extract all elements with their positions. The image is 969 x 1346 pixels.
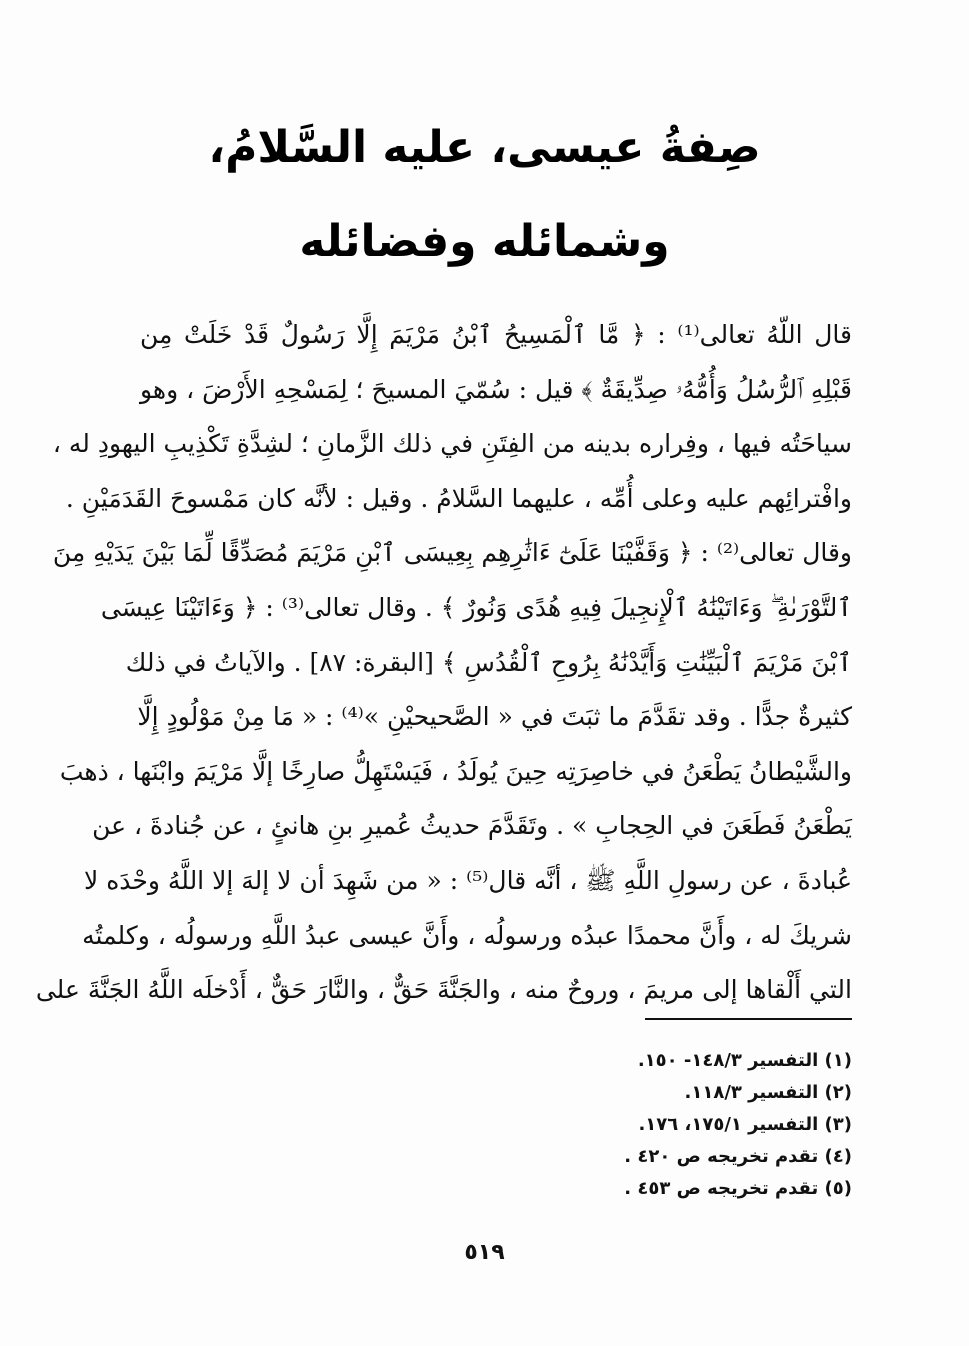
body-line: وقال تعالى⁽²⁾ : ﴿ وَقَفَّيْنَا عَلَىٰٓ ءَاثَٰرِهِم بِعِيسَى ٱبْنِ مَرْيَمَ مُصَدِّقًا لِّمَا بَيْنَ يَدَيْهِ مِنَ — [52, 538, 852, 568]
body-line: قَبْلِهِ ٱلرُّسُلُ وَأُمُّهُۥ صِدِّيقَةٌ ﴾ قيل : سُمّيَ المسيحَ ؛ لِمَسْحِهِ الأَرْضَ ، وهو — [140, 374, 852, 404]
body-line: ٱبْنَ مَرْيَمَ ٱلْبَيِّنَٰتِ وَأَيَّدْنَٰهُ بِرُوحِ ٱلْقُدُسِ ﴾ [البقرة: ٨٧] . والآياتُ في ذلك — [125, 647, 852, 677]
body-line: التي أَلْقاها إلى مريمَ ، وروحٌ منه ، والجَنَّةَ حَقٌّ ، والنَّارَ حَقٌّ ، أَدْخلَه اللَّهُ الجَنَّةَ على — [35, 975, 852, 1005]
footnote-divider — [645, 1018, 852, 1020]
body-line: ٱلتَّوْرَىٰةِ ۖ وَءَاتَيْنَٰهُ ٱلْإِنجِيلَ فِيهِ هُدًى وَنُورٌ ﴾ . وقال تعالى⁽³⁾ : ﴿ وَءَاتَيْنَا عِيسَى — [100, 592, 852, 622]
body-line: يَطْعَنُ فَطَعَنَ في الحِجابِ » . وتَقَدَّمَ حديثُ عُميرِ بنِ هانئٍ ، عن جُنادةَ ، عن — [92, 811, 852, 841]
body-line: قال اللّهُ تعالى⁽¹⁾ : ﴿ مَّا ٱلْمَسِيحُ ٱبْنُ مَرْيَمَ إِلَّا رَسُولٌ قَدْ خَلَتْ مِن — [140, 320, 852, 349]
chapter-title-line-1: صِفةُ عيسى، عليه السَّلامُ، — [208, 122, 761, 173]
body-text — [35, 308, 852, 1018]
footnote-item: (١) التفسير ١٤٨/٣- ١٥٠. — [637, 1050, 852, 1071]
footnotes — [500, 1045, 852, 1205]
footnote-item: (٢) التفسير ١١٨/٣. — [684, 1082, 852, 1103]
page-number: ٥١٩ — [464, 1240, 505, 1265]
footnote-item: (٤) تقدم تخريجه ص ٤٢٠ . — [624, 1146, 852, 1167]
body-line: والشَّيْطانُ يَطْعَنُ في خاصِرَتِه حِينَ يُولَدُ ، فَيَسْتَهِلُّ صارِخًا إلَّا مَرْيَمَ وابْنَها ، ذهبَ — [59, 756, 852, 786]
body-line: شريكَ له ، وأَنَّ محمدًا عبدُه ورسولُه ، وأَنَّ عيسى عبدُ اللَّهِ ورسولُه ، وكلمتُه — [82, 920, 852, 950]
body-line: وافْترائِهم عليه وعلى أُمِّه ، عليهما السَّلامُ . وقيل : لأنَّه كان مَمْسوحَ القَدَمَيْنِ . — [65, 483, 852, 513]
body-line: كثيرةٌ جدًّا . وقد تقَدَّمَ ما ثبَتَ في « الصَّحيحيْنِ »⁽⁴⁾ : « مَا مِنْ مَوْلُودٍ إِلَّا — [137, 702, 852, 732]
body-line: عُبادةَ ، عن رسولِ اللَّهِ ﷺ ، أنَّه قال⁽⁵⁾ : « من شَهِدَ أن لا إلهَ إلا اللَّهُ وحْدَه لا — [83, 865, 852, 895]
footnote-item: (٥) تقدم تخريجه ص ٤٥٣ . — [624, 1178, 852, 1199]
body-line: سياحَتُه فيها ، وفِراره بدينه من الفِتَنِ في ذلك الزَّمانِ ؛ لشِدَّةِ تَكْذِيبِ اليهودِ له ، — [52, 429, 852, 459]
footnote-item: (٣) التفسير ١٧٥/١، ١٧٦. — [638, 1114, 852, 1135]
chapter-title-line-2: وشمائله وفضائله — [299, 216, 670, 267]
